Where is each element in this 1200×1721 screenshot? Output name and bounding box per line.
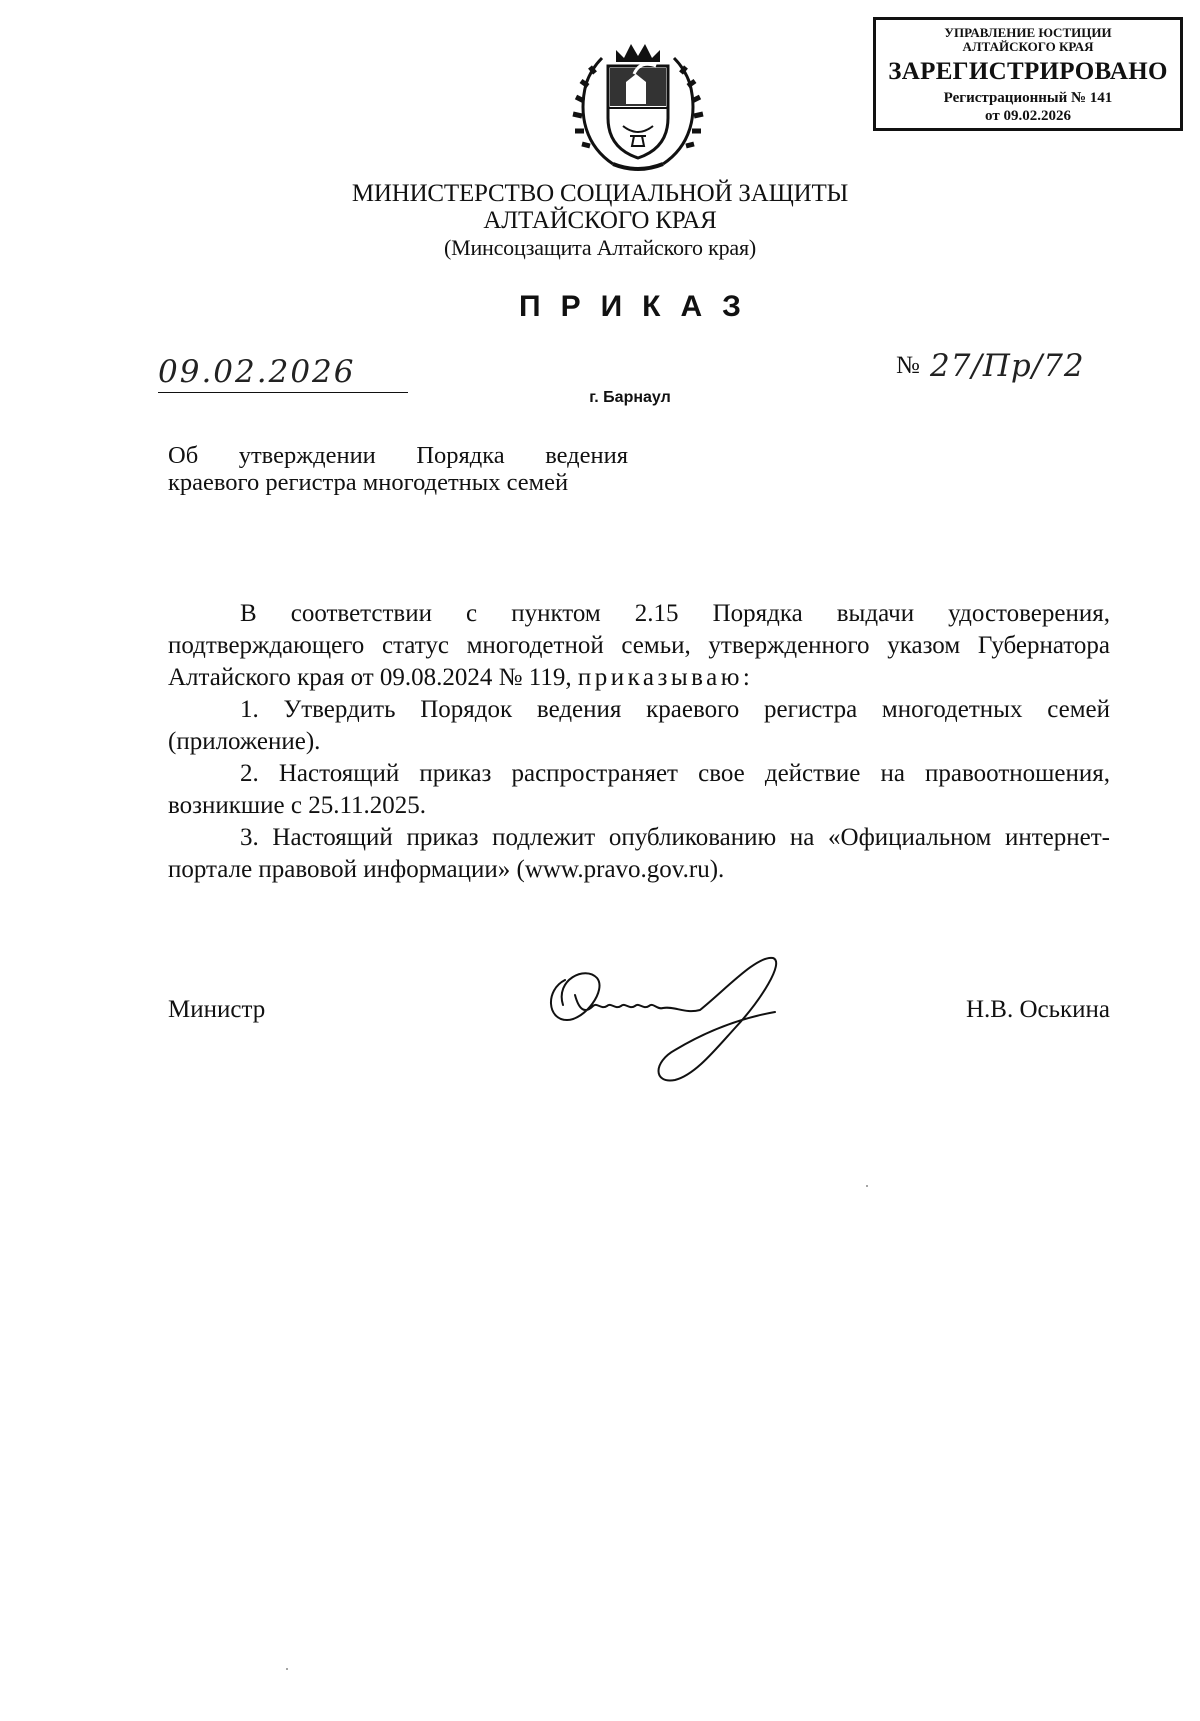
subject-line1: Об утверждении Порядка ведения [168, 442, 628, 469]
order-date-handwritten: 09.02.2026 [158, 352, 408, 393]
handwritten-signature-icon [535, 950, 815, 1090]
stamp-org-line2: АЛТАЙСКОГО КРАЯ [962, 39, 1094, 54]
stamp-org-line1: УПРАВЛЕНИЕ ЮСТИЦИИ [944, 25, 1112, 40]
ministry-short-name: (Минсоцзащита Алтайского края) [443, 235, 757, 260]
order-subject [168, 442, 628, 496]
stamp-status: ЗАРЕГИСТРИРОВАНО [888, 58, 1168, 85]
order-item-1: 1. Утвердить Порядок ведения краевого регистра многодетных семей (приложение). [168, 696, 1110, 755]
ministry-heading [300, 180, 900, 261]
scan-speck [286, 1668, 288, 1670]
order-item-3: 3. Настоящий приказ подлежит опубликованию на «Официальном интернет-портале правовой информации» (www.pravo.gov.ru). [168, 824, 1110, 883]
stamp-reg-number: Регистрационный № 141 [943, 90, 1113, 106]
signer-title: Министр [168, 996, 266, 1023]
preamble-paragraph [168, 598, 1110, 694]
document-type-title: ПРИКАЗ [519, 290, 761, 323]
order-number-handwritten: 27/Пр/72 [930, 348, 1085, 384]
ministry-name-line2: АЛТАЙСКОГО КРАЯ [483, 207, 717, 234]
preamble-text: В соответствии с пунктом 2.15 Порядка выдачи удостоверения, подтверждающего статус многодетной семьи, утвержденного указом Губернатора Алтайского края от 09.08.2024 № 119, [168, 600, 1110, 691]
order-item-2: 2. Настоящий приказ распространяет свое действие на правоотношения, возникшие с 25.11.2025. [168, 760, 1110, 819]
preamble-verb: приказываю: [577, 664, 754, 691]
signer-name: Н.В. Оськина [965, 996, 1110, 1023]
coat-of-arms-icon [568, 36, 708, 176]
registration-stamp [873, 17, 1183, 131]
scan-speck [866, 1185, 868, 1187]
ministry-name-line1: МИНИСТЕРСТВО СОЦИАЛЬНОЙ ЗАЩИТЫ [351, 180, 849, 207]
order-number-label: № [896, 352, 920, 379]
order-body [168, 598, 1110, 886]
stamp-reg-date: от 09.02.2026 [985, 108, 1071, 124]
subject-line2: краевого регистра многодетных семей [168, 469, 569, 496]
city-of-issue: г. Барнаул [589, 389, 671, 406]
